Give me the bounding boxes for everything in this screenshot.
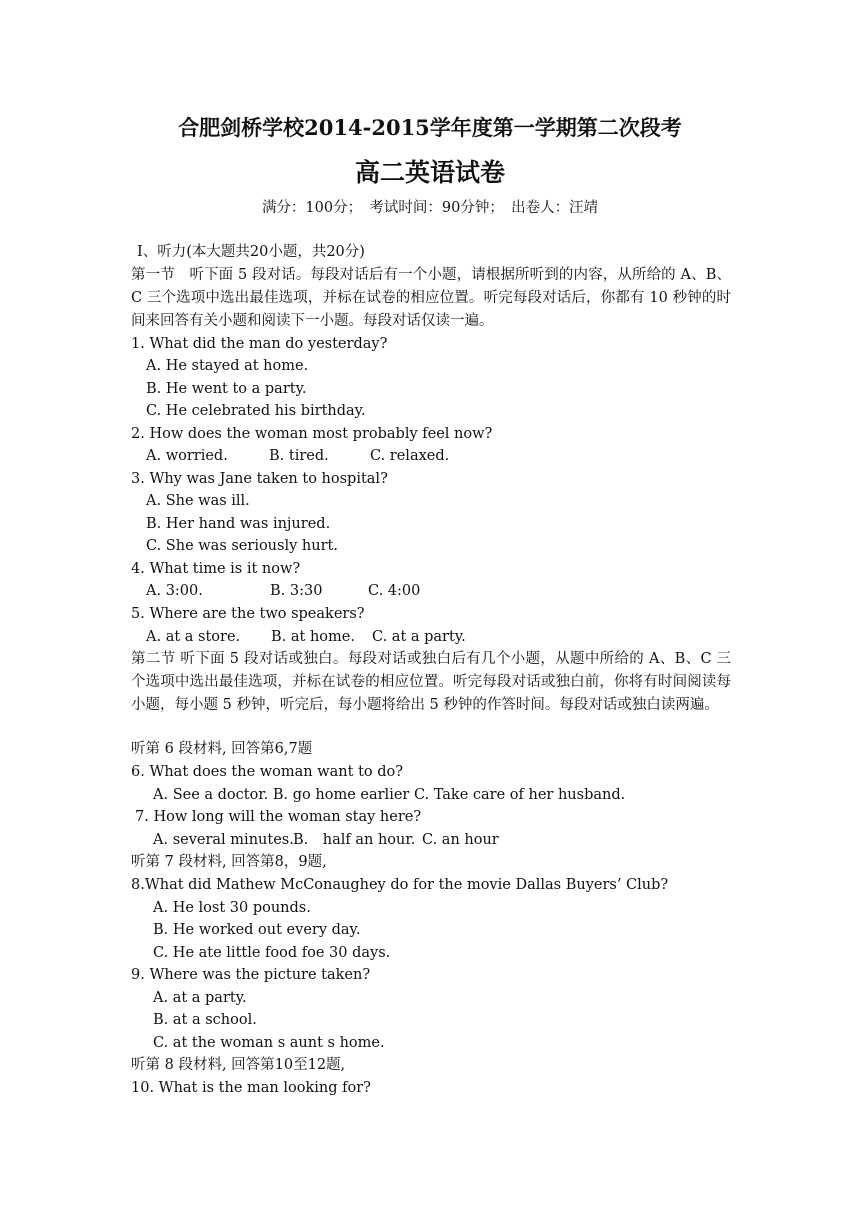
- q7-option-c: C. an hour: [422, 832, 499, 848]
- question-1: 1. What did the man do yesterday?: [131, 336, 388, 352]
- question-9: 9. Where was the picture taken?: [131, 967, 371, 983]
- question-7: 7. How long will the woman stay here?: [135, 809, 422, 825]
- q7-option-a: A. several minutes.: [153, 832, 294, 848]
- question-2: 2. How does the woman most probably feel now?: [131, 426, 493, 442]
- section-heading: I、听力(本大题共20小题，共20分): [137, 244, 365, 260]
- q3-option-a: A. She was ill.: [146, 493, 250, 509]
- q1-option-c: C. He celebrated his birthday.: [146, 403, 366, 419]
- q4-option-b: B. 3:30: [270, 583, 323, 599]
- q4-option-a: A. 3:00.: [146, 583, 203, 599]
- q5-option-c: C. at a party.: [372, 629, 466, 645]
- part2-instructions: 第二节 听下面 5 段对话或独白。每段对话或独白后有几个小题，从题中所给的 A、B、C 三个选项中选出最佳选项，并标在试卷的相应位置。听完每段对话或独白前，你将有时间阅读每小题，每小题 5 秒钟，听完后，每小题将给出 5 秒钟的作答时间。每段对话或独白读两遍。: [131, 651, 731, 713]
- material-6-heading: 听第 6 段材料, 回答第6,7题: [131, 741, 313, 757]
- exam-title: 高二英语试卷: [354, 158, 505, 187]
- q4-option-c: C. 4:00: [368, 583, 421, 599]
- question-6: 6. What does the woman want to do?: [131, 764, 404, 780]
- q1-option-a: A. He stayed at home.: [146, 358, 309, 374]
- q3-option-c: C. She was seriously hurt.: [146, 538, 338, 554]
- q6-options: A. See a doctor. B. go home earlier C. Take care of her husband.: [153, 787, 626, 803]
- q8-option-b: B. He worked out every day.: [153, 922, 361, 938]
- exam-meta: 满分：100分； 考试时间：90分钟； 出卷人：汪靖: [261, 200, 599, 216]
- question-5: 5. Where are the two speakers?: [131, 606, 365, 622]
- material-7-heading: 听第 7 段材料, 回答第8，9题,: [131, 854, 327, 870]
- q9-option-a: A. at a party.: [153, 990, 247, 1006]
- q8-option-c: C. He ate little food foe 30 days.: [153, 945, 391, 961]
- q2-option-b: B. tired.: [269, 448, 329, 464]
- q2-option-c: C. relaxed.: [370, 448, 450, 464]
- q7-option-b: B. half an hour.: [293, 832, 416, 848]
- part1-instructions: 第一节 听下面 5 段对话。每段对话后有一个小题，请根据所听到的内容，从所给的 A、B、C 三个选项中选出最佳选项，并标在试卷的相应位置。听完每段对话后，你都有 10 秒钟的时间来回答有关小题和阅读下一小题。每段对话仅读一遍。: [131, 267, 731, 329]
- question-8: 8.What did Mathew McConaughey do for the movie Dallas Buyers’ Club?: [131, 877, 669, 893]
- q3-option-b: B. Her hand was injured.: [146, 516, 331, 532]
- q5-option-b: B. at home.: [271, 629, 355, 645]
- q9-option-c: C. at the woman s aunt s home.: [153, 1035, 385, 1051]
- school-title: 合肥剑桥学校2014-2015学年度第一学期第二次段考: [178, 115, 682, 140]
- material-8-heading: 听第 8 段材料, 回答第10至12题,: [131, 1057, 346, 1073]
- q2-option-a: A. worried.: [146, 448, 228, 464]
- q1-option-b: B. He went to a party.: [146, 381, 307, 397]
- question-4: 4. What time is it now?: [131, 561, 301, 577]
- question-3: 3. Why was Jane taken to hospital?: [131, 471, 388, 487]
- q5-option-a: A. at a store.: [146, 629, 241, 645]
- q9-option-b: B. at a school.: [153, 1012, 257, 1028]
- question-10: 10. What is the man looking for?: [131, 1080, 371, 1096]
- q8-option-a: A. He lost 30 pounds.: [153, 900, 311, 916]
